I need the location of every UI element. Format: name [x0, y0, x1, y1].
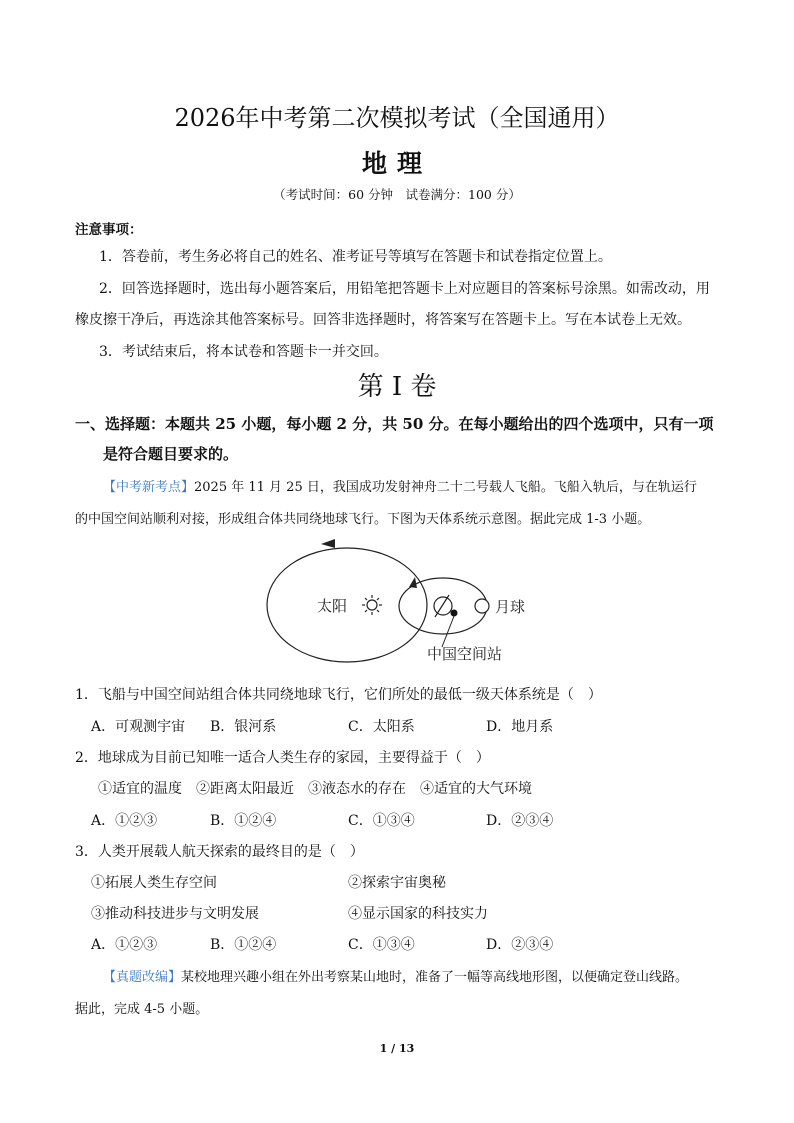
q1-option-c: C．太阳系	[348, 719, 415, 735]
q1-option-b: B．银河系	[210, 719, 277, 735]
material-1-tag: 【中考新考点】	[103, 480, 195, 495]
material-1-line-2: 的中国空间站顺利对接，形成组合体共同绕地球飞行。下图为天体系统示意图。据此完成 1-3 小题。	[75, 512, 651, 527]
moon-label: 月球	[495, 598, 526, 616]
page-number: 1 / 13	[379, 1042, 415, 1055]
q3-option-d: D．②③④	[486, 937, 554, 953]
question-1-stem: 1．飞船与中国空间站组合体共同绕地球飞行，它们所处的最低一级天体系统是（ ）	[75, 687, 602, 703]
q2-items: ①适宜的温度 ②距离太阳最近 ③液态水的存在 ④适宜的大气环境	[98, 781, 532, 797]
section-heading: 一、选择题：本题共 25 小题，每小题 2 分，共 50 分。在每小题给出的四个选项中，只有一项	[75, 415, 714, 433]
q3-item-4: ④显示国家的科技实力	[348, 906, 488, 922]
notice-item-2: 2．回答选择题时，选出每小题答案后，用铅笔把答题卡上对应题目的答案标号涂黑。如需改动，用	[99, 281, 710, 297]
material-1-line-1	[103, 476, 697, 495]
sun-label: 太阳	[317, 597, 348, 615]
exam-info: （考试时间：60 分钟 试卷满分：100 分）	[273, 187, 521, 202]
subject-title: 地理	[361, 149, 432, 178]
moon-orbit-arrow	[409, 577, 417, 588]
station-leader-line	[442, 616, 454, 647]
q2-option-d: D．②③④	[486, 813, 554, 829]
q3-item-3: ③推动科技进步与文明发展	[91, 906, 259, 922]
material-1-text-1: 2025 年 11 月 25 日，我国成功发射神舟二十二号载人飞船。飞船入轨后，与在轨运行	[194, 480, 697, 495]
material-2-text-1: 某校地理兴趣小组在外出考察某山地时，准备了一幅等高线地形图，以便确定登山线路。	[181, 970, 689, 985]
celestial-system-diagram	[255, 535, 555, 670]
notice-item-2-cont: 橡皮擦干净后，再选涂其他答案标号。回答非选择题时，将答案写在答题卡上。写在本试卷上无效。	[75, 312, 691, 328]
notice-heading: 注意事项：	[75, 222, 143, 238]
q2-option-c: C．①③④	[348, 813, 415, 829]
q3-option-a: A．①②③	[91, 937, 158, 953]
earth-orbit-arrow	[321, 539, 335, 548]
material-2-tag: 【真题改编】	[103, 970, 182, 985]
section-heading-cont: 是符合题目要求的。	[103, 445, 239, 463]
question-2-stem: 2．地球成为目前已知唯一适合人类生存的家园，主要得益于（ ）	[75, 750, 490, 766]
exam-title: 2026年中考第二次模拟考试（全国通用）	[174, 104, 620, 132]
q2-option-a: A．①②③	[91, 813, 158, 829]
sun-icon	[362, 595, 382, 615]
notice-item-1: 1．答卷前，考生务必将自己的姓名、准考证号等填写在答题卡和试卷指定位置上。	[99, 249, 612, 265]
earth-symbol	[434, 597, 452, 615]
q1-option-a: A．可观测宇宙	[91, 719, 186, 735]
q3-item-2: ②探索宇宙奥秘	[348, 875, 446, 891]
q3-item-1: ①拓展人类生存空间	[91, 875, 217, 891]
volume-title: 第 I 卷	[357, 372, 437, 402]
q3-option-b: B．①②④	[210, 937, 277, 953]
question-3-stem: 3．人类开展载人航天探索的最终目的是（ ）	[75, 844, 364, 860]
notice-item-3: 3．考试结束后，将本试卷和答题卡一并交回。	[99, 344, 388, 360]
material-2-line-2: 据此，完成 4-5 小题。	[75, 1002, 209, 1017]
station-label: 中国空间站	[427, 645, 503, 663]
space-station-dot	[451, 610, 458, 617]
material-2-line-1	[103, 966, 688, 985]
q3-option-c: C．①③④	[348, 937, 415, 953]
moon-symbol	[475, 599, 489, 613]
q2-option-b: B．①②④	[210, 813, 277, 829]
q1-option-d: D．地月系	[486, 719, 554, 735]
